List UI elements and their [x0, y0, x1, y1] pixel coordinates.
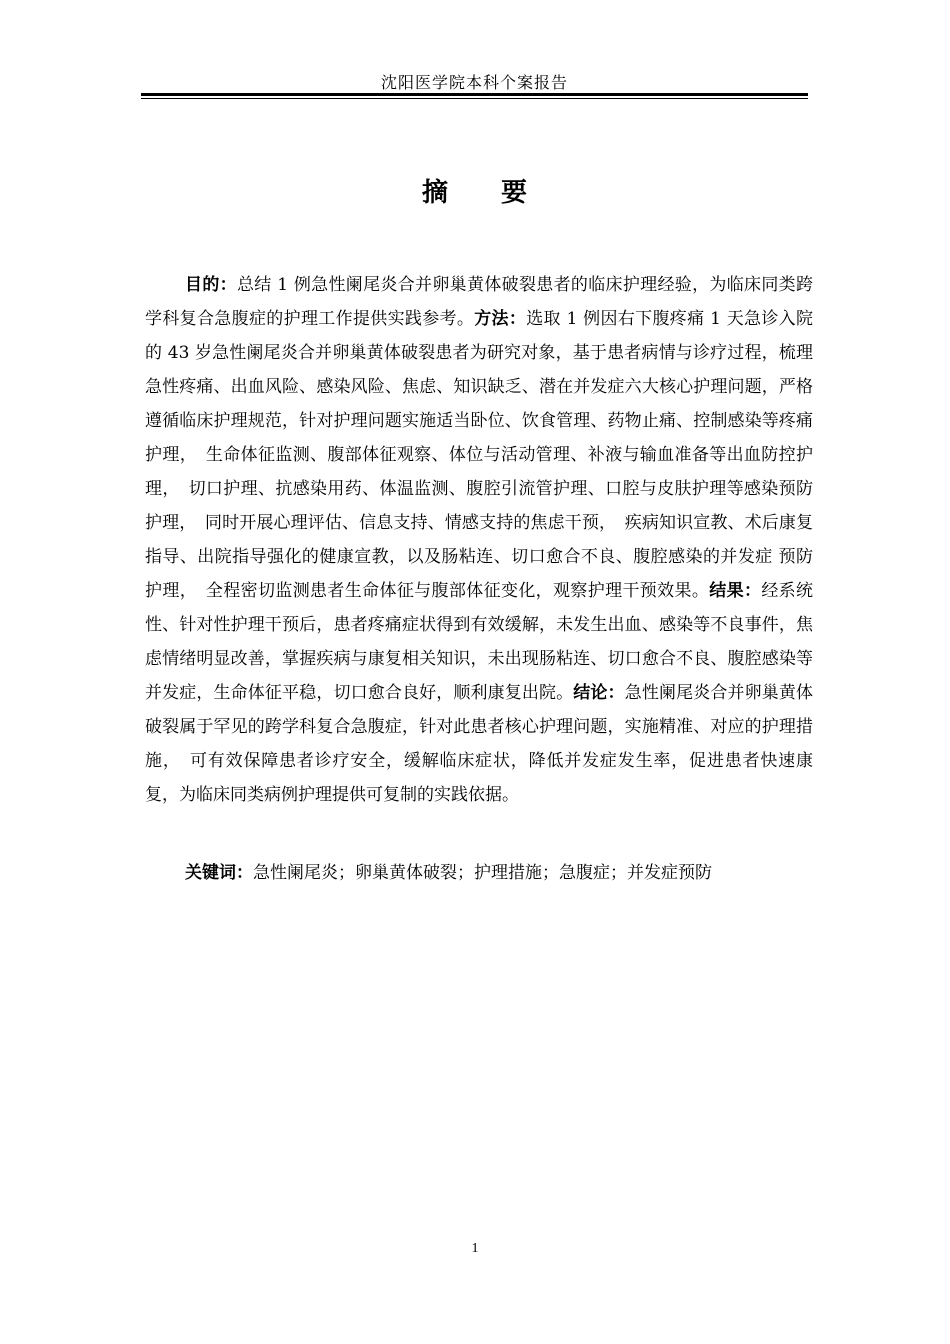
header-rule-thick [141, 93, 808, 96]
page-header: 沈阳医学院本科个案报告 [380, 73, 568, 92]
objective-text: 总结 1 例急性阑尾炎合并卵巢黄体破裂患者的临床护理经验，为临床同类跨学科复合急腹症的护理工作提供实践参考。 [145, 275, 814, 329]
conclusion-text: 急性阑尾炎合并卵巢黄体破裂属于罕见的跨学科复合急腹症，针对此患者核心护理问题，实施精准、对应的护理措施， 可有效保障患者诊疗安全，缓解临床症状，降低并发症发生率，促进患者快速康复，为临床同类病例护理提供可复制的实践依据。 [145, 683, 814, 805]
keywords-line [145, 856, 813, 890]
conclusion-label: 结论： [573, 683, 625, 703]
method-text: 选取 1 例因右下腹疼痛 1 天急诊入院的 43 岁急性阑尾炎合并卵巢黄体破裂患者为研究对象，基于患者病情与诊疗过程，梳理急性疼痛、出血风险、感染风险、焦虑、知识缺乏、潜在并发症六大核心护理问题，严格遵循临床护理规范，针对护理问题实施适当卧位、饮食管理、药物止痛、控制感染等疼痛护理， 生命体征监测、腹部体征观察、体位与活动管理、补液与输血准备等出血防控护理， 切口护理、抗感染用药、体温监测、腹腔引流管护理、口腔与皮肤护理等感染预防护理， 同时开展心理评估、信息支持、情感支持的焦虑干预， 疾病知识宣教、术后康复指导、出院指导强化的健康宣教，以及肠粘连、切口愈合不良、腹腔感染的并发症 预防护理， 全程密切监测患者生命体征与腹部体征变化，观察护理干预效果。 [145, 309, 814, 601]
objective-label: 目的： [185, 275, 237, 295]
header-rule-thin [141, 98, 808, 99]
result-label: 结果： [709, 581, 762, 601]
abstract-title: 摘 要 [421, 178, 550, 208]
keywords-label: 关键词： [185, 863, 253, 883]
method-label: 方法： [474, 309, 527, 329]
keywords-text: 急性阑尾炎；卵巢黄体破裂；护理措施；急腹症；并发症预防 [253, 863, 712, 883]
result-text: 经系统性、针对性护理干预后，患者疼痛症状得到有效缓解，未发生出血、感染等不良事件，焦虑情绪明显改善，掌握疾病与康复相关知识，未出现肠粘连、切口愈合不良、腹腔感染等并发症，生命体征平稳，切口愈合良好，顺利康复出院。 [145, 581, 814, 703]
page-number: 1 [471, 1241, 479, 1256]
abstract-body [145, 268, 813, 812]
